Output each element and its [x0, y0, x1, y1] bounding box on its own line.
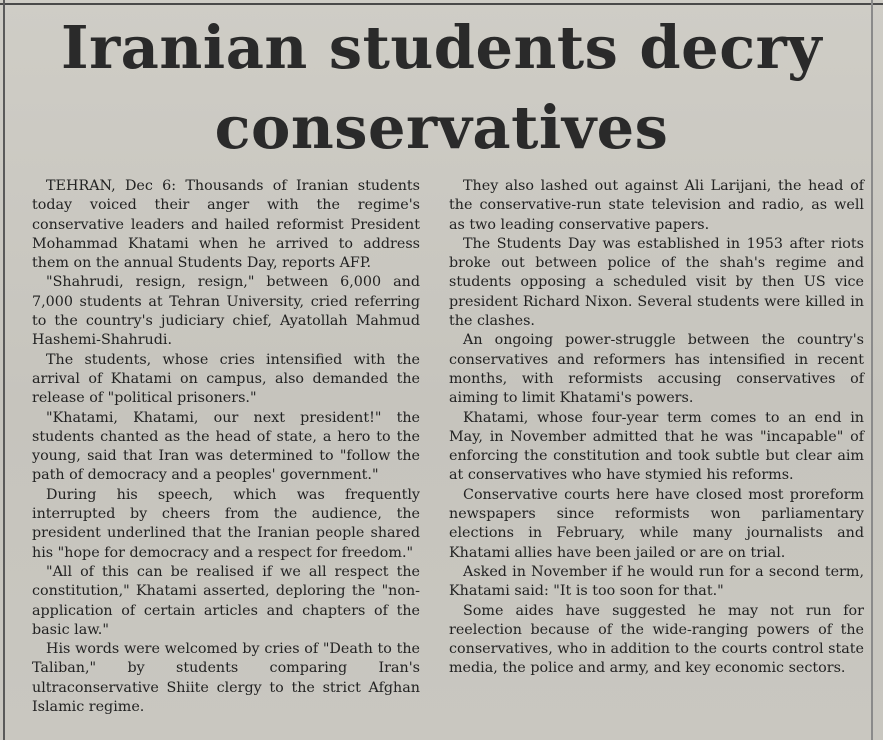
left-column	[32, 177, 420, 717]
article-headline	[0, 8, 883, 168]
paragraph: Khatami, whose four-year term comes to an end in May, in November admitted that he was "incapable" of enforcing the constitution and took subtle but clear aim at conservatives who have stymied his reforms.	[449, 409, 864, 484]
top-border-rule	[0, 3, 883, 5]
paragraph: Conservative courts here have closed most proreform newspapers since reformists won parliamentary elections in February, while many journalists and Khatami allies have been jailed or are on trial.	[449, 486, 864, 561]
paragraph: The Students Day was established in 1953 after riots broke out between police of the shah's regime and students opposing a scheduled visit by then US vice president Richard Nixon. Several students were killed in the clashes.	[449, 235, 864, 330]
paragraph: Asked in November if he would run for a second term, Khatami said: "It is too soon for that."	[449, 563, 864, 600]
paragraph: "All of this can be realised if we all respect the constitution," Khatami asserted, deploring the "non-application of certain articles and chapters of the basic law."	[32, 563, 420, 638]
paragraph: TEHRAN, Dec 6: Thousands of Iranian students today voiced their anger with the regime's conservative leaders and hailed reformist President Mohammad Khatami when he arrived to address them on the annual Students Day, reports AFP.	[32, 178, 420, 272]
headline-line-1: Iranian students decry	[60, 13, 823, 82]
paragraph: The students, whose cries intensified with the arrival of Khatami on campus, also demanded the release of "political prisoners."	[32, 351, 420, 407]
paragraph: "Shahrudi, resign, resign," between 6,000 and 7,000 students at Tehran University, cried referring to the country's judiciary chief, Ayatollah Mahmud Hashemi-Shahrudi.	[32, 274, 420, 349]
headline-line-2: conservatives	[214, 93, 669, 162]
paragraph: Some aides have suggested he may not run for reelection because of the wide-ranging powers of the conservatives, who in addition to the courts control state media, the police and army, and key economic sectors.	[449, 602, 864, 677]
paragraph: "Khatami, Khatami, our next president!" the students chanted as the head of state, a hero to the young, said that Iran was determined to "follow the path of democracy and a peoples' government."	[32, 409, 420, 484]
paragraph: An ongoing power-struggle between the country's conservatives and reformers has intensified in recent months, with reformists accusing conservatives of aiming to limit Khatami's powers.	[449, 332, 864, 407]
right-column	[449, 177, 864, 679]
paragraph: They also lashed out against Ali Larijani, the head of the conservative-run state television and radio, as well as two leading conservative papers.	[449, 178, 864, 233]
paragraph: His words were welcomed by cries of "Death to the Taliban," by students comparing Iran's ultraconservative Shiite clergy to the strict Afghan Islamic regime.	[32, 641, 420, 716]
paragraph: During his speech, which was frequently interrupted by cheers from the audience, the president underlined that the Iranian people shared his "hope for democracy and a respect for freedom."	[32, 486, 420, 561]
